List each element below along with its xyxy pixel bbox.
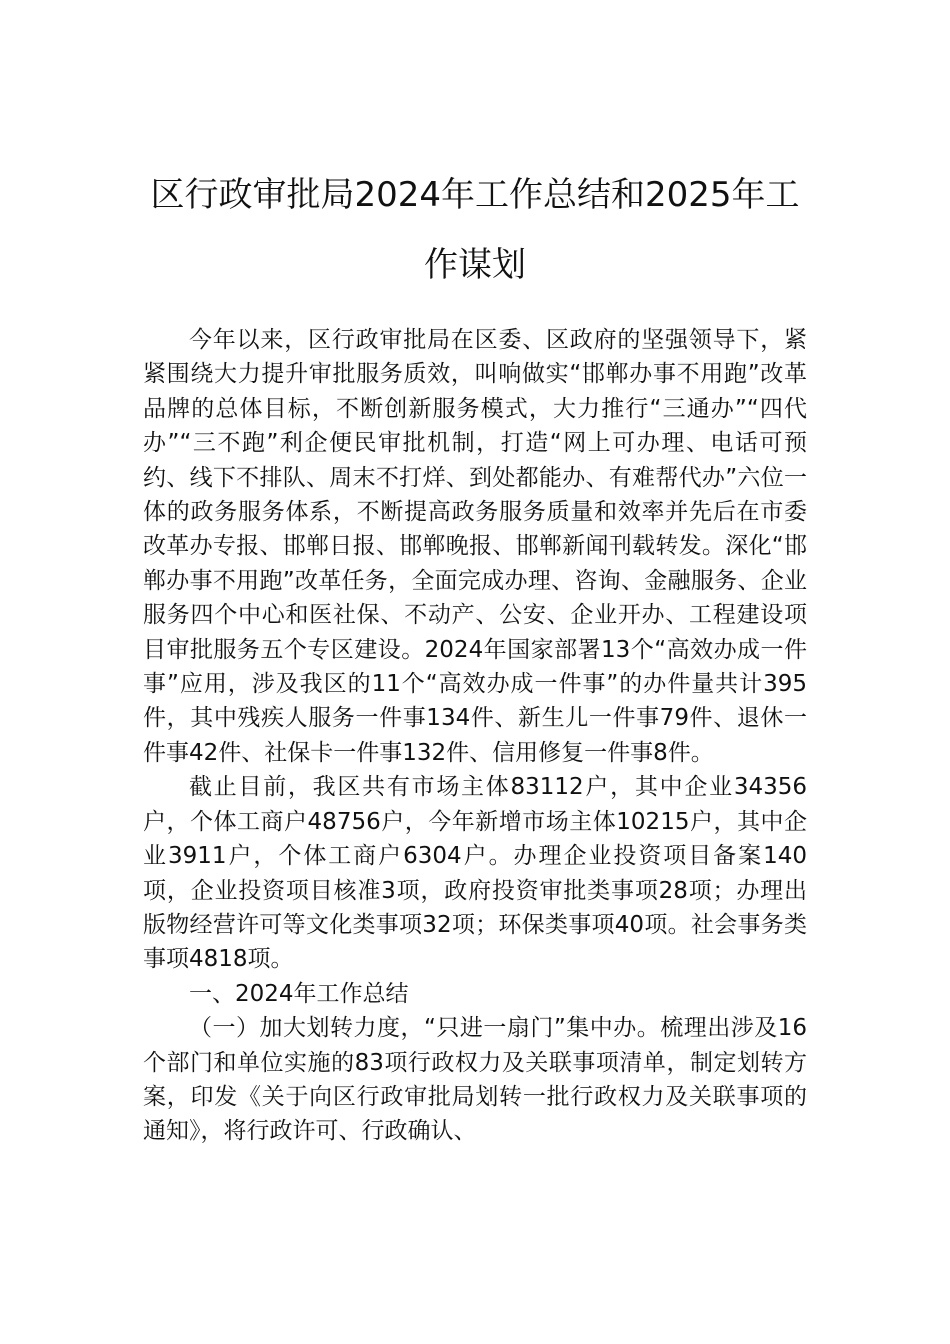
paragraph-intro: 今年以来，区行政审批局在区委、区政府的坚强领导下，紧紧围绕大力提升审批服务质效，叫响做实“邯郸办事不用跑”改革品牌的总体目标，不断创新服务模式，大力推行“三通办”“四代办”“三不跑”利企便民审批机制，打造“网上可办理、电话可预约、线下不排队、周末不打烊、到处都能办、有难帮代办”六位一体的政务服务体系，不断提高政务服务质量和效率并先后在市委改革办专报、邯郸日报、邯郸晚报、邯郸新闻刊载转发。深化“邯郸办事不用跑”改革任务，全面完成办理、咨询、金融服务、企业服务四个中心和医社保、不动产、公安、企业开办、工程建设项目审批服务五个专区建设。2024年国家部署13个“高效办成一件事”应用，涉及我区的11个“高效办成一件事”的办件量共计395件，其中残疾人服务一件事134件、新生儿一件事79件、退休一件事42件、社保卡一件事132件、信用修复一件事8件。	[143, 327, 807, 766]
section-heading-2024-summary: 一、2024年工作总结	[189, 980, 409, 1007]
paragraph-market-stats: 截止目前，我区共有市场主体83112户，其中企业34356户，个体工商户48756户，今年新增市场主体10215户，其中企业3911户，个体工商户6304户。办理企业投资项目备案140项，企业投资项目核准3项，政府投资审批类事项28项；办理出版物经营许可等文化类事项32项；环保类事项40项。社会事务类事项4818项。	[143, 774, 807, 973]
document-title: 区行政审批局2024年工作总结和2025年工作谋划	[150, 175, 800, 285]
document-body	[143, 323, 807, 1149]
paragraph-item-1: （一）加大划转力度，“只进一扇门”集中办。梳理出涉及16个部门和单位实施的83项行政权力及关联事项清单，制定划转方案，印发《关于向区行政审批局划转一批行政权力及关联事项的通知》，将行政许可、行政确认、	[143, 1015, 807, 1145]
